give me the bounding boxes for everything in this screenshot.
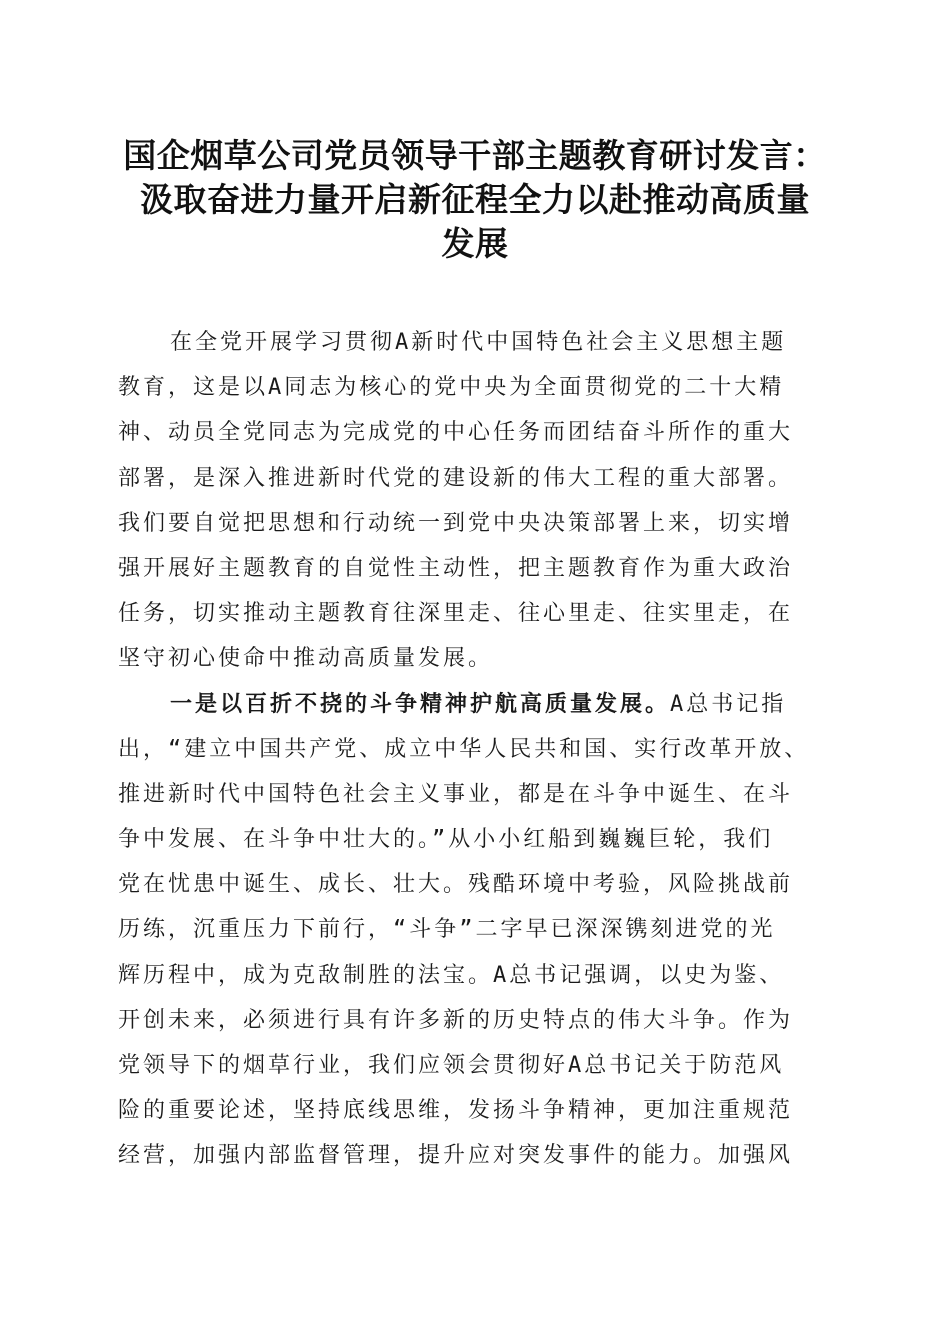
text-line: 开创未来，必须进行具有许多新的历史特点的伟大斗争。作为 bbox=[118, 1007, 794, 1033]
text-line: 神、动员全党同志为完成党的中心任务而团结奋斗所作的重大 bbox=[118, 420, 794, 446]
title-line: 发展 bbox=[441, 224, 509, 263]
text-line: 推进新时代中国特色社会主义事业，都是在斗争中诞生、在斗 bbox=[118, 781, 794, 807]
text-fragment: A总书记指 bbox=[670, 691, 787, 717]
paragraph-heading: 一是以百折不挠的斗争精神护航高质量发展。 bbox=[170, 691, 671, 717]
text-line: 教育，这是以A同志为核心的党中央为全面贯彻党的二十大精 bbox=[118, 375, 785, 401]
text-line: 我们要自觉把思想和行动统一到党中央决策部署上来，切实增 bbox=[118, 510, 794, 536]
document-title bbox=[100, 134, 850, 266]
text-line: 出，“建立中国共产党、成立中华人民共和国、实行改革开放、 bbox=[118, 736, 810, 762]
text-line: 险的重要论述，坚持底线思维，发扬斗争精神，更加注重规范 bbox=[118, 1098, 794, 1124]
text-line: 争中发展、在斗争中壮大的。”从小小红船到巍巍巨轮，我们 bbox=[118, 827, 774, 853]
text-line: 在全党开展学习贯彻A新时代中国特色社会主义思想主题 bbox=[170, 330, 787, 355]
title-line: 汲取奋进力量开启新征程全力以赴推动高质量 bbox=[140, 180, 810, 219]
title-line: 国企烟草公司党员领导干部主题教育研讨发言： bbox=[123, 136, 827, 175]
paragraph-2 bbox=[118, 682, 830, 1179]
text-line: 历练，沉重压力下前行，“斗争”二字早已深深镌刻进党的光 bbox=[118, 917, 776, 943]
text-line: 坚守初心使命中推动高质量发展。 bbox=[118, 646, 494, 672]
text-line: 强开展好主题教育的自觉性主动性，把主题教育作为重大政治 bbox=[118, 555, 794, 581]
text-line: 经营，加强内部监督管理，提升应对突发事件的能力。加强风 bbox=[118, 1143, 794, 1169]
document-body bbox=[118, 320, 830, 1179]
text-line: 任务，切实推动主题教育往深里走、往心里走、往实里走，在 bbox=[118, 601, 794, 627]
paragraph-1 bbox=[118, 320, 830, 682]
text-line: 辉历程中，成为克敌制胜的法宝。A总书记强调，以史为鉴、 bbox=[118, 962, 785, 988]
text-line bbox=[118, 682, 830, 727]
text-line: 党领导下的烟草行业，我们应领会贯彻好A总书记关于防范风 bbox=[118, 1053, 785, 1078]
text-line: 部署，是深入推进新时代党的建设新的伟大工程的重大部署。 bbox=[118, 465, 794, 491]
text-line: 党在忧患中诞生、成长、壮大。残酷环境中考验，风险挑战前 bbox=[118, 872, 794, 898]
